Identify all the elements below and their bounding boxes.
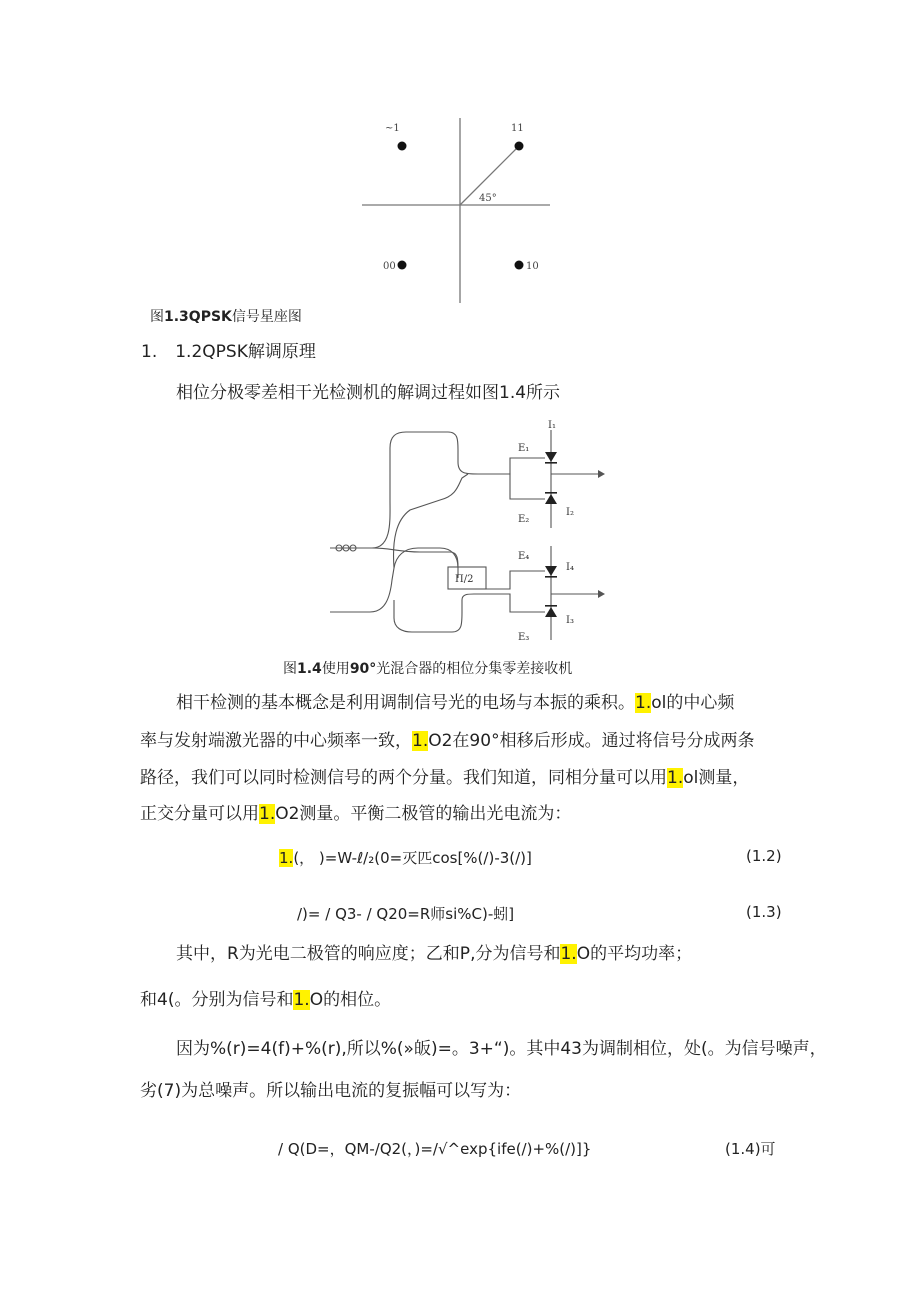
signal-input-fiber bbox=[330, 432, 500, 548]
text-run: O的相位。 bbox=[309, 990, 392, 1010]
caption2-angle: 90° bbox=[349, 661, 377, 677]
highlight: 1. bbox=[412, 731, 429, 751]
label-e4: E₄ bbox=[518, 551, 530, 562]
caption2-figure-number: 1.4 bbox=[297, 661, 322, 677]
text-run: 和4(。分别为信号和 bbox=[140, 990, 294, 1010]
highlight: 1. bbox=[635, 693, 652, 713]
text-run: 率与发射端激光器的中心频率一致， bbox=[140, 731, 412, 751]
label-e2: E₂ bbox=[518, 514, 530, 525]
lo-upper-branch bbox=[394, 474, 468, 568]
signal-lower-branch bbox=[372, 548, 458, 578]
text-run: ol的中心频 bbox=[651, 693, 735, 713]
para2-line2 bbox=[140, 990, 391, 1010]
heading-text: 1.2QPSK解调原理 bbox=[175, 342, 316, 362]
output-arrow-top bbox=[598, 470, 605, 478]
text-run: 其中，R为光电二极管的响应度；乙和P,分为信号和 bbox=[176, 944, 561, 964]
coupler-top-out-e1 bbox=[500, 458, 545, 474]
equation-number-1-4: (1.4)可 bbox=[725, 1140, 776, 1158]
symbol-point-01 bbox=[398, 142, 407, 151]
text-run: 正交分量可以用 bbox=[140, 804, 259, 824]
label-i1: I₁ bbox=[548, 420, 556, 431]
lo-lower-branch bbox=[394, 594, 500, 632]
photodiode-3 bbox=[545, 607, 557, 617]
coupler-bottom-out-e4 bbox=[486, 571, 545, 589]
equation-body: (， )=W-ℓ/₂(0=灭匹cos[%(/)-3(/)] bbox=[293, 849, 532, 867]
photodiode-4-bar bbox=[545, 576, 557, 578]
highlight: 1. bbox=[293, 990, 310, 1010]
para1-line4 bbox=[140, 804, 571, 824]
heading-number: 1. bbox=[141, 342, 158, 362]
photodiode-1-bar bbox=[545, 462, 557, 464]
label-00: 00 bbox=[383, 261, 396, 272]
photodiode-1 bbox=[545, 452, 557, 462]
constellation-diagram bbox=[350, 110, 550, 310]
symbol-point-11 bbox=[515, 142, 524, 151]
symbol-point-00 bbox=[398, 261, 407, 270]
text-run: O2测量。平衡二极管的输出光电流为： bbox=[275, 804, 572, 824]
label-i3: I₃ bbox=[566, 615, 574, 626]
equation-number-1-3: (1.3) bbox=[746, 903, 782, 921]
section-heading bbox=[141, 342, 316, 362]
label-11: 11 bbox=[511, 123, 524, 134]
label-i4: I₄ bbox=[566, 562, 574, 573]
intro-paragraph: 相位分极零差相干光检测机的解调过程如图1.4所示 bbox=[176, 383, 561, 403]
highlight: 1. bbox=[259, 804, 276, 824]
equation-1-2 bbox=[279, 847, 532, 868]
coupler-top-out-e2 bbox=[500, 474, 545, 499]
angle-label: 45° bbox=[479, 193, 497, 204]
text-run: O的平均功率； bbox=[576, 944, 693, 964]
photodiode-4 bbox=[545, 566, 557, 576]
para2-line1 bbox=[176, 944, 692, 964]
receiver-diagram bbox=[320, 415, 620, 650]
text-run: 相干检测的基本概念是利用调制信号光的电场与本振的乘积。 bbox=[176, 693, 635, 713]
highlight: 1. bbox=[560, 944, 577, 964]
highlight: 1. bbox=[279, 849, 294, 867]
caption-text: 信号星座图 bbox=[231, 309, 302, 325]
highlight: 1. bbox=[667, 768, 684, 788]
text-run: O2在90°相移后形成。通过将信号分成两条 bbox=[428, 731, 755, 751]
text-run: 路径，我们可以同时检测信号的两个分量。我们知道，同相分量可以用 bbox=[140, 768, 667, 788]
para1-line1 bbox=[176, 693, 734, 713]
caption2-prefix: 图 bbox=[283, 661, 297, 677]
caption-prefix: 图 bbox=[150, 309, 164, 325]
photodiode-2 bbox=[545, 494, 557, 504]
caption2-mid: 使用 bbox=[321, 661, 350, 677]
symbol-point-10 bbox=[515, 261, 524, 270]
label-e1: E₁ bbox=[518, 443, 530, 454]
label-phase-shift: Π/2 bbox=[455, 574, 474, 585]
photodiode-3-bar bbox=[545, 605, 557, 607]
output-arrow-bottom bbox=[598, 590, 605, 598]
equation-1-3: /)= / Q3- / Q20=R师si%C)-蚓] bbox=[297, 905, 515, 923]
para1-line3 bbox=[140, 768, 749, 788]
label-i2: I₂ bbox=[566, 507, 574, 518]
figure-caption-1-4 bbox=[283, 658, 572, 678]
caption-figure-number: 1.3QPSK bbox=[164, 309, 232, 325]
caption2-text: 光混合器的相位分集零差接收机 bbox=[376, 661, 573, 677]
para3-line2: 劣(7)为总噪声。所以输出电流的复振幅可以写为： bbox=[140, 1081, 522, 1101]
label-e3: E₃ bbox=[518, 632, 530, 643]
figure-caption-1-3 bbox=[150, 306, 302, 326]
text-run: ol测量， bbox=[683, 768, 750, 788]
label-10: 10 bbox=[526, 261, 539, 272]
equation-number-1-2: (1.2) bbox=[746, 847, 782, 865]
photodiode-2-bar bbox=[545, 492, 557, 494]
equation-1-4: / Q(D=，QM-/Q2(，)=/√^exp{ife(/)+%(/)]} bbox=[278, 1140, 592, 1158]
para3-line1: 因为%(r)=4(f)+%(r),所以%(»皈)=。3+“)。其中43为调制相位，处(。为信号噪声， bbox=[176, 1039, 827, 1059]
label-01: ~1 bbox=[385, 123, 400, 134]
para1-line2 bbox=[140, 731, 755, 751]
coupler-bottom-out-e3 bbox=[500, 594, 545, 612]
